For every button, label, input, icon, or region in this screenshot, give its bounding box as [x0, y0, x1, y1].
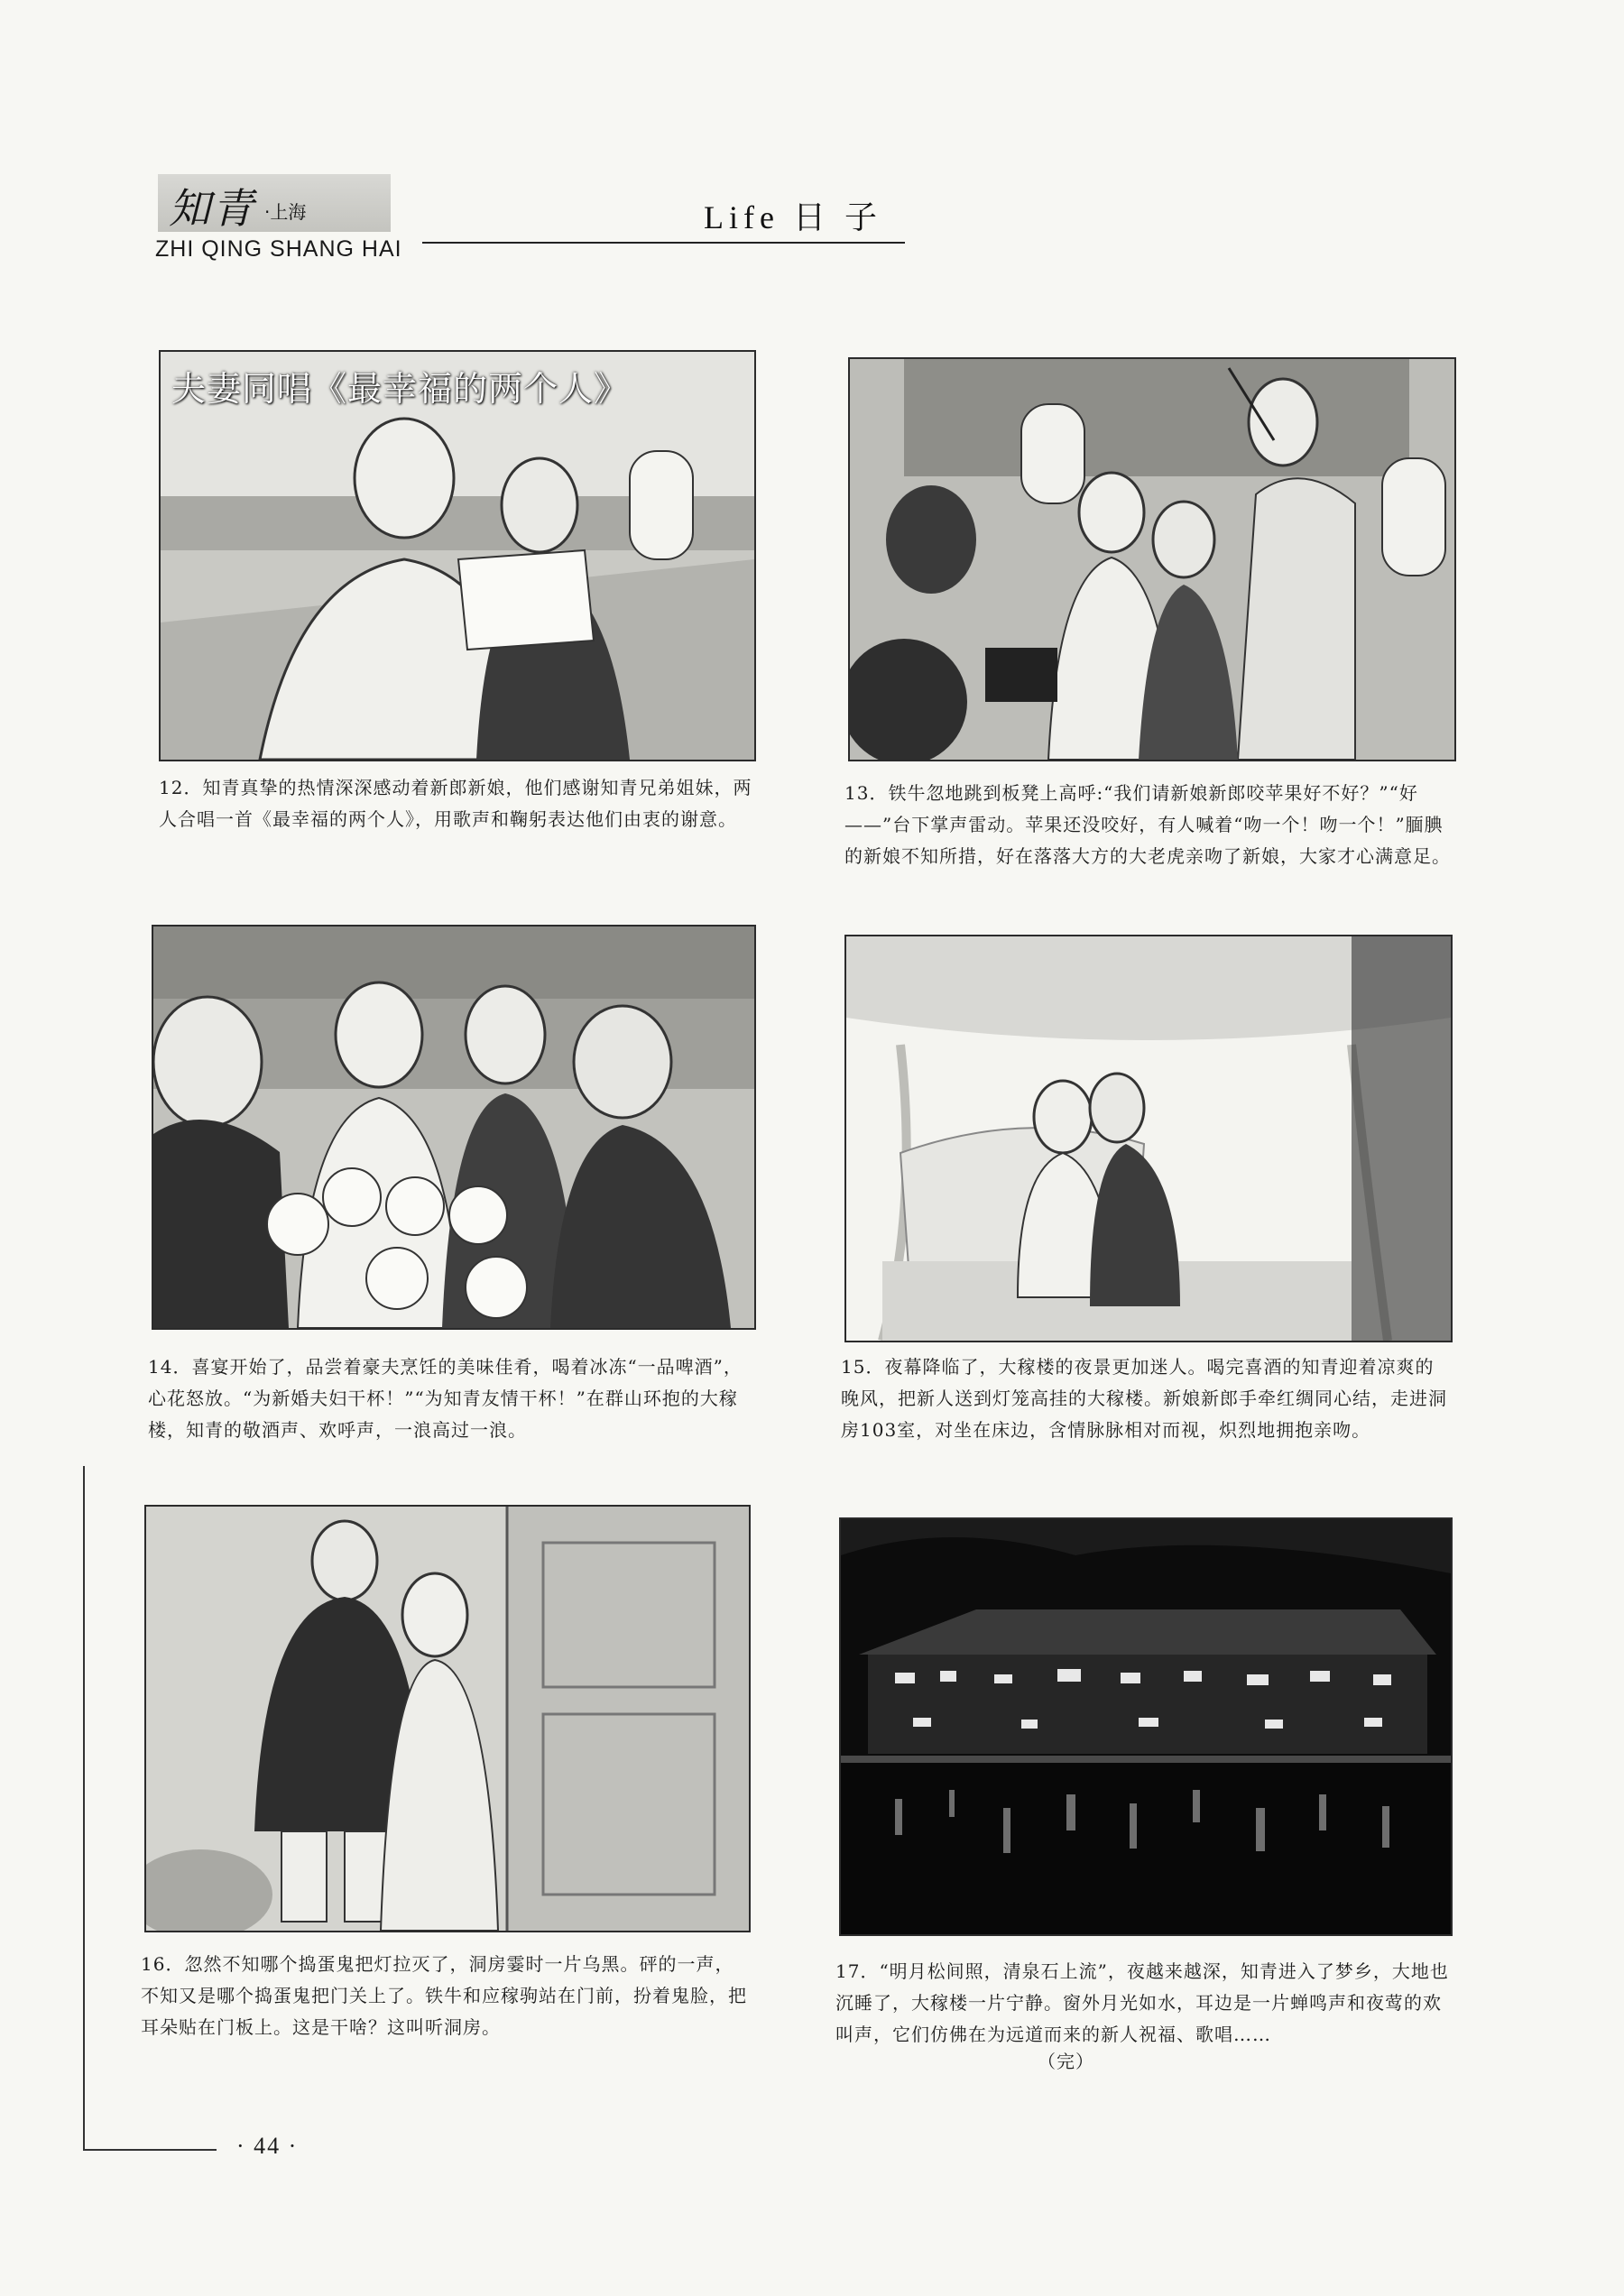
- caption-15: 15．夜幕降临了，大稼楼的夜景更加迷人。喝完喜酒的知青迎着凉爽的晚风，把新人送到灯笼高挂的大稼楼。新娘新郎手牵红绸同心结，走进洞房103室，对坐在床边，含情脉脉相对而视，炽烈地拥抱亲吻。: [841, 1356, 1447, 1441]
- logo-latin: ZHI QING SHANG HAI: [155, 236, 402, 262]
- end-mark: （完）: [1038, 2051, 1094, 2072]
- photo-15: [844, 935, 1453, 1342]
- photo-12-image: [161, 352, 754, 760]
- magazine-logo: [158, 174, 391, 232]
- caption-14: 14．喜宴开始了，品尝着豪夫烹饪的美味佳肴，喝着冰冻“一品啤酒”，心花怒放。“为新婚夫妇干杯！”“为知青友情干杯！”在群山环抱的大稼楼，知青的敬酒声、欢呼声，一浪高过一浪。: [148, 1356, 743, 1441]
- photo-13-image: [850, 359, 1454, 760]
- photo-14: [152, 925, 756, 1330]
- caption-17: 17．“明月松间照，清泉石上流”，夜越来越深，知青进入了梦乡，大地也沉睡了，大稼楼一片宁静。窗外月光如水，耳边是一片蝉鸣声和夜莺的欢叫声，它们仿佛在为远道而来的新人祝福、歌唱……: [835, 1960, 1449, 2045]
- logo-script: 知青: [169, 184, 255, 233]
- caption-16: 16．忽然不知哪个捣蛋鬼把灯拉灭了，洞房霎时一片乌黑。砰的一声，不知又是哪个捣蛋鬼把门关上了。铁牛和应稼驹站在门前，扮着鬼脸，把耳朵贴在门板上。这是干啥？这叫听洞房。: [141, 1953, 747, 2038]
- photo-16-image: [146, 1507, 749, 1931]
- photo-15-image: [846, 936, 1451, 1341]
- photo-16: [144, 1505, 751, 1932]
- section-title: Life 日 子: [704, 199, 882, 235]
- footer-rule: [83, 2149, 217, 2151]
- caption-12: 12．知青真挚的热情深深感动着新郎新娘，他们感谢知青兄弟姐妹，两人合唱一首《最幸福的两个人》，用歌声和鞠躬表达他们由衷的谢意。: [159, 777, 752, 830]
- photo-12-overlay: 夫妻同唱《最幸福的两个人》: [171, 369, 630, 409]
- header-rule: [422, 242, 905, 244]
- photo-12: [159, 350, 756, 761]
- photo-14-image: [153, 927, 754, 1328]
- photo-17: [839, 1517, 1453, 1936]
- logo-subtitle: ·上海: [264, 201, 307, 223]
- caption-13: 13．铁牛忽地跳到板凳上高呼:“我们请新娘新郎咬苹果好不好？”“好——”台下掌声雷动。苹果还没咬好，有人喊着“吻一个！吻一个！”腼腆的新娘不知所措，好在落落大方的大老虎亲吻了新娘，大家才心满意足。: [844, 782, 1451, 867]
- photo-13: [848, 357, 1456, 761]
- photo-17-image: [841, 1519, 1451, 1934]
- page-number: · 44 ·: [236, 2133, 299, 2159]
- margin-line: [83, 1466, 85, 2149]
